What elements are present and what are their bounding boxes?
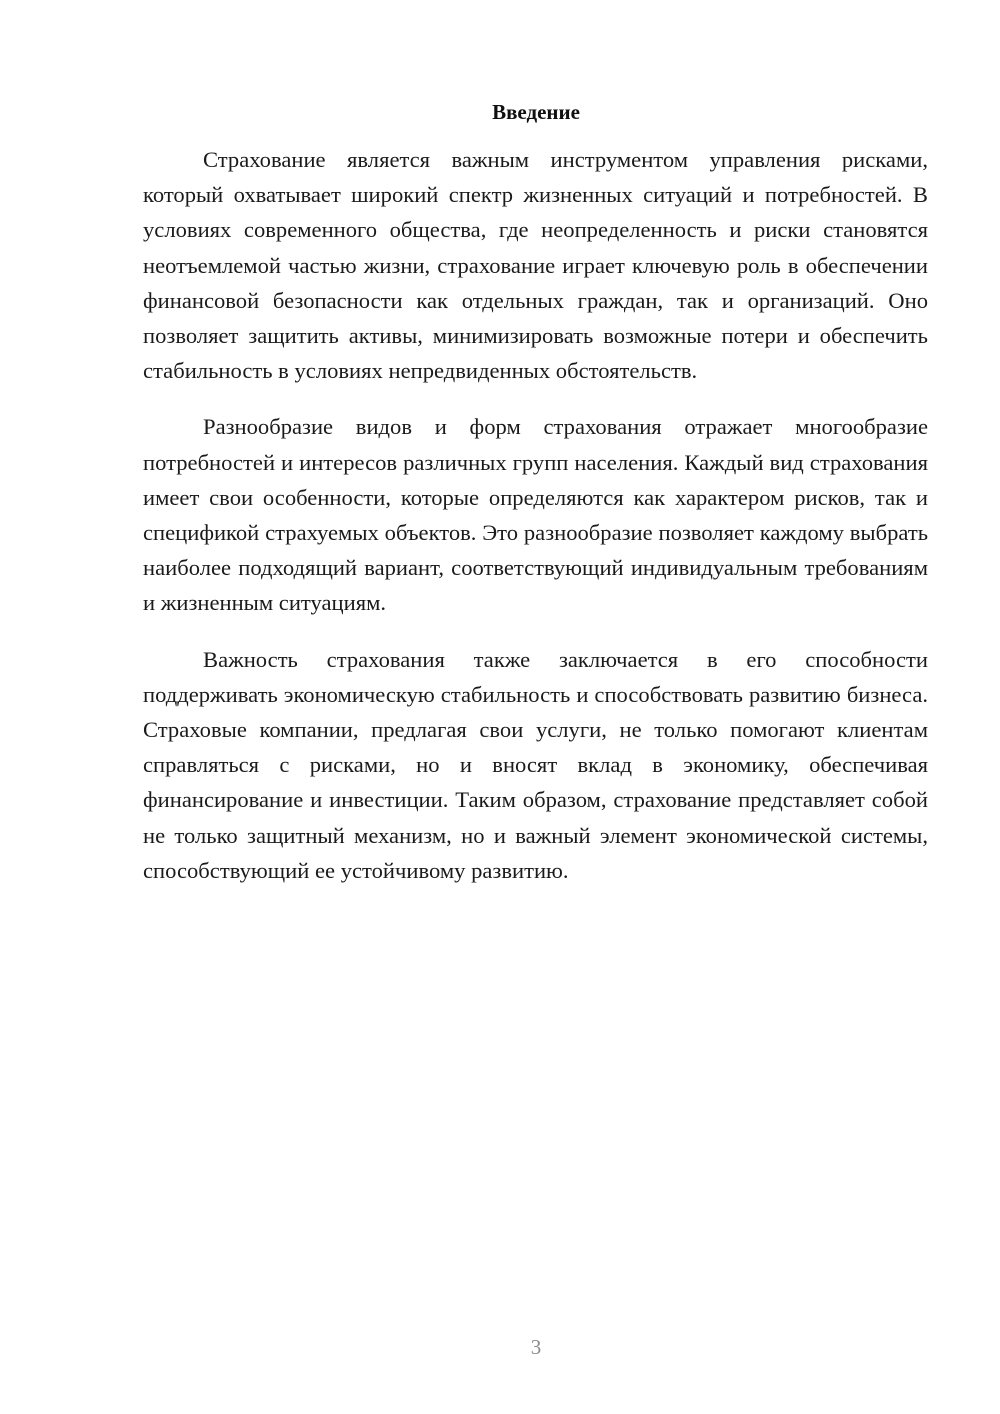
document-body <box>143 142 928 909</box>
page-title: Введение <box>492 100 580 124</box>
paragraph-1: Страхование является важным инструментом управления рисками, который охватывает широкий спектр жизненных ситуаций и потребностей. В условиях современного общества, где неопределенность и риски становятся неотъемлемой частью жизни, страхование играет ключевую роль в обеспечении финансовой безопасности как отдельных граждан, так и организаций. Оно позволяет защитить активы, минимизировать возможные потери и обеспечить стабильность в условиях непредвиденных обстоятельств. <box>143 147 928 384</box>
paragraph-3: Важность страхования также заключается в его способности поддерживать экономическую стабильность и способствовать развитию бизнеса. Страховые компании, предлагая свои услуги, не только помогают клиентам справляться с рисками, но и вносят вклад в экономику, обеспечивая финансирование и инвестиции. Таким образом, страхование представляет собой не только защитный механизм, но и важный элемент экономической системы, способствующий ее устойчивому развитию. <box>143 646 928 883</box>
paragraph-2: Разнообразие видов и форм страхования отражает многообразие потребностей и интересов различных групп населения. Каждый вид страхования имеет свои особенности, которые определяются как характером рисков, так и спецификой страхуемых объектов. Это разнообразие позволяет каждому выбрать наиболее подходящий вариант, соответствующий индивидуальным требованиям и жизненным ситуациям. <box>143 414 928 616</box>
page-number: 3 <box>530 1335 542 1359</box>
